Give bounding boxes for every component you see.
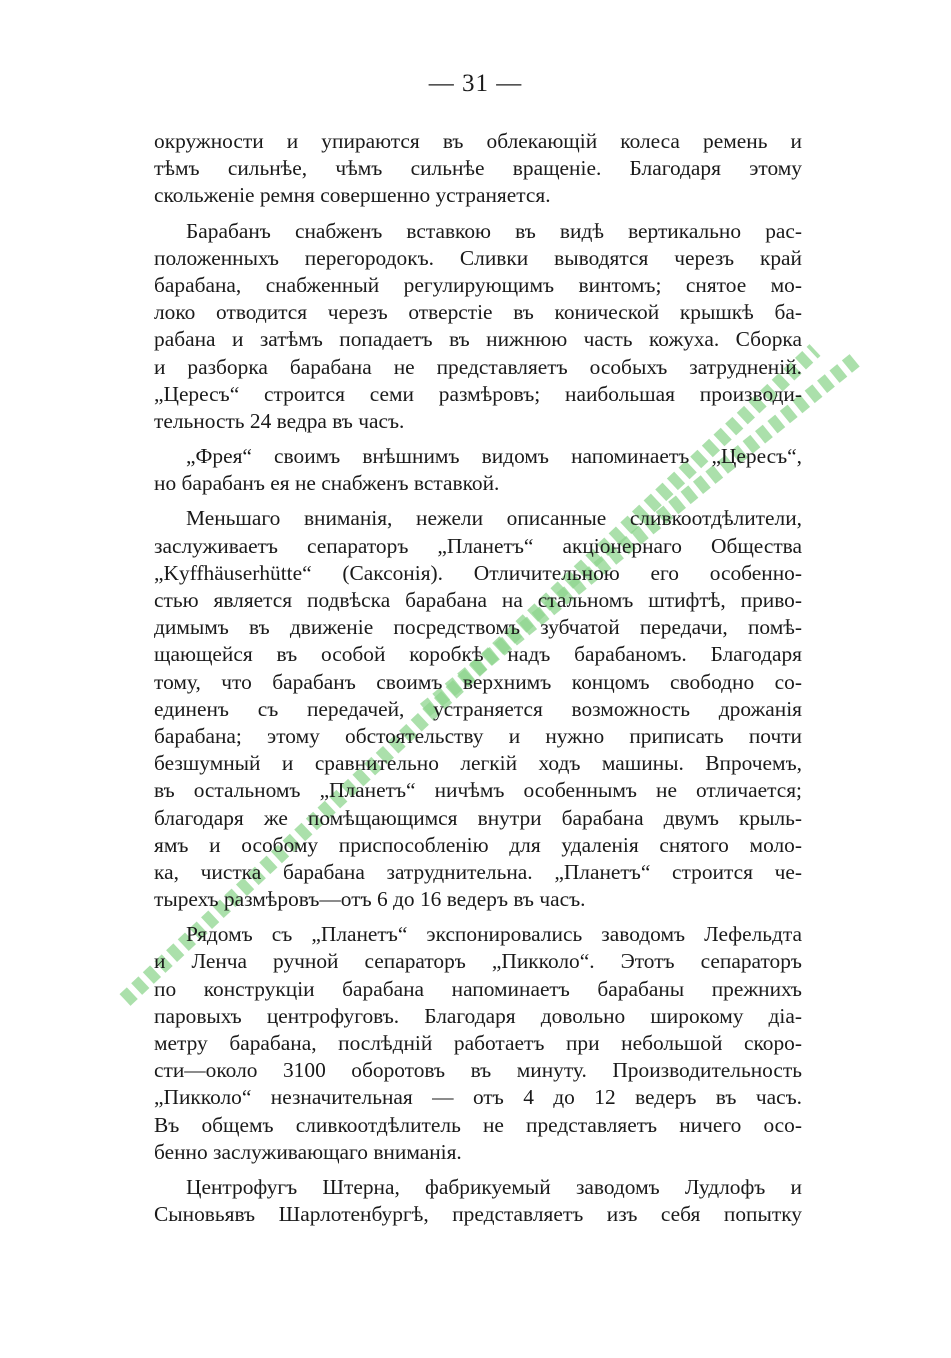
text-line: Центрофугъ Штерна, фабрикуемый заводомъ Лудлофъ и	[186, 1174, 802, 1199]
text-line: и Ленча ручной сепараторъ „Пикколо“. Этотъ сепараторъ	[154, 949, 802, 974]
text-line: ямъ и особому приспособленію для удаленія снятого моло-	[154, 832, 802, 857]
text-line: тому, что барабанъ своимъ верхнимъ концомъ свободно со-	[154, 669, 802, 694]
text-line: безшумный и сравнительно легкій ходъ машины. Впрочемъ,	[154, 751, 802, 776]
text-line: сти—около 3100 оборотовъ въ минуту. Производительность	[154, 1058, 802, 1083]
text-line: Рядомъ съ „Планетъ“ экспонировались заводомъ Лефельдта	[186, 922, 802, 947]
text-line: ка, чистка барабана затруднительна. „Планетъ“ строится че-	[154, 859, 802, 884]
page-number: — 31 —	[428, 70, 523, 97]
text-line: тырехъ размѣровъ—отъ 6 до 16 ведеръ въ часъ.	[154, 887, 586, 912]
text-line: скольженіе ремня совершенно устраняется.	[154, 183, 551, 208]
text-line: „Фрея“ своимъ внѣшнимъ видомъ напоминаетъ „Цересъ“,	[186, 444, 802, 469]
text-line: благодаря же помѣщающимся внутри барабана двумъ крыль-	[154, 805, 802, 830]
text-line: „Цересъ“ строится семи размѣровъ; наибольшая производи-	[154, 381, 802, 406]
text-line: метру барабана, послѣдній работаетъ при небольшой скоро-	[154, 1031, 802, 1055]
text-line: въ остальномъ „Планетъ“ ничѣмъ особеннымъ не отличается;	[154, 778, 802, 803]
text-line: стью является подвѣска барабана на стальномъ штифтѣ, приво-	[154, 588, 802, 612]
text-line: рабана и затѣмъ попадаетъ въ нижнюю часть кожуха. Сборка	[154, 327, 802, 352]
text-line: Барабанъ снабженъ вставкою въ видѣ вертикально рас-	[186, 218, 802, 243]
text-line: и разборка барабана не представляетъ особыхъ затрудненій.	[154, 354, 802, 379]
text-line: единенъ съ передачей, устраняется возможность дрожанія	[154, 696, 802, 721]
text-line: Сыновьявъ Шарлотенбургѣ, представляетъ изъ себя попытку	[154, 1202, 802, 1227]
text-line: „Пикколо“ незначительная — отъ 4 до 12 ведеръ въ часъ.	[154, 1085, 802, 1110]
text-line: димымъ въ движеніе посредствомъ зубчатой передачи, помѣ-	[154, 615, 802, 640]
page-body	[154, 128, 802, 1228]
paragraph-1	[154, 128, 802, 210]
text-line: тѣмъ сильнѣе, чѣмъ сильнѣе вращеніе. Благодаря этому	[154, 156, 802, 181]
paragraph-6	[154, 1174, 802, 1228]
text-line: но барабанъ ея не снабженъ вставкой.	[154, 471, 500, 496]
text-line: „Kyffhäuserhütte“ (Саксонія). Отличительною его особенно-	[154, 560, 802, 585]
paragraph-5	[154, 921, 802, 1166]
text-line: барабана, снабженный регулирующимъ винтомъ; снятое мо-	[154, 272, 802, 297]
text-line: локо отводится черезъ отверстіе въ конической крышкѣ ба-	[154, 300, 802, 325]
paragraph-4	[154, 505, 802, 913]
text-line: положенныхъ перегородокъ. Сливки выводятся черезъ край	[154, 245, 802, 270]
text-line: щающейся въ особой коробкѣ надъ барабаномъ. Благодаря	[154, 642, 802, 667]
text-line: окружности и упираются въ облекающій колеса ремень и	[154, 129, 802, 153]
text-line: Въ общемъ сливкоотдѣлитель не представляетъ ничего осо-	[154, 1112, 802, 1137]
paragraph-2	[154, 218, 802, 436]
text-line: Меньшаго вниманія, нежели описанные сливкоотдѣлители,	[186, 506, 802, 531]
text-line: заслуживаетъ сепараторъ „Планетъ“ акціонернаго Общества	[154, 533, 802, 558]
paragraph-3	[154, 443, 802, 497]
text-line: бенно заслуживающаго вниманія.	[154, 1139, 462, 1164]
text-line: тельность 24 ведра въ часъ.	[154, 408, 405, 433]
text-line: барабана; этому обстоятельству и нужно приписать почти	[154, 723, 802, 748]
text-line: по конструкціи барабана напоминаетъ барабаны прежнихъ	[154, 976, 802, 1001]
text-line: паровыхъ центрофуговъ. Благодаря довольно широкому діа-	[154, 1003, 802, 1028]
